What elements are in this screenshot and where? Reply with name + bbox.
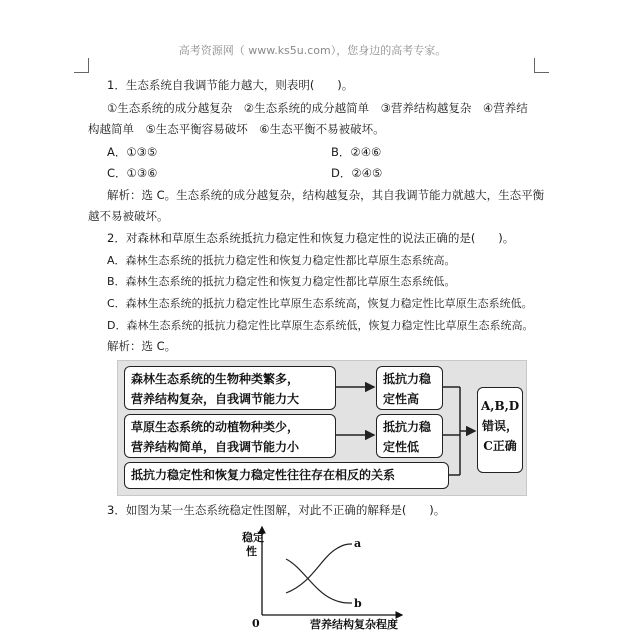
- diagram-box-conclusion-line3: C正确: [483, 439, 517, 453]
- diagram-box-conclusion-line2: 错误，: [481, 419, 518, 433]
- q1-option-d: D．②④⑤: [331, 166, 383, 180]
- diagram-box-grassland: [124, 414, 336, 458]
- q1-statements-line1: ①生态系统的成分越复杂 ②生态系统的成分越简单 ③营养结构越复杂 ④营养结: [107, 101, 528, 115]
- graph-origin: 0: [252, 617, 260, 630]
- analysis-flow-diagram: [117, 360, 527, 496]
- q1-analysis-line2: 越不易被破坏。: [88, 209, 169, 223]
- curve-a: [286, 544, 352, 593]
- diagram-box-forest-line1: 森林生态系统的生物种类繁多，: [131, 372, 300, 386]
- diagram-box-high-resistance-line1: 抵抗力稳: [383, 372, 432, 386]
- q1-analysis-line1: 解析：选 C。生态系统的成分越复杂，结构越复杂，其自我调节能力就越大，生态平衡: [107, 188, 545, 202]
- diagram-box-conclusion-line1: A,B,D: [481, 399, 520, 413]
- crop-mark-top-left: [74, 58, 89, 73]
- q1-option-b: B．②④⑥: [331, 145, 382, 159]
- diagram-box-inverse-relation: 抵抗力稳定性和恢复力稳定性往往存在相反的关系: [124, 462, 449, 489]
- diagram-box-grassland-line2: 营养结构简单，自我调节能力小: [131, 440, 300, 454]
- stability-graph-svg: [240, 523, 408, 635]
- graph-ylabel-line2: 性: [246, 545, 257, 558]
- q2-stem: 2．对森林和草原生态系统抵抗力稳定性和恢复力稳定性的说法正确的是( )。: [107, 231, 515, 245]
- diagram-box-low-resistance-line2: 定性低: [383, 440, 420, 454]
- q2-option-d: D．森林生态系统的抵抗力稳定性比草原生态系统低，恢复力稳定性比草原生态系统高。: [107, 319, 534, 332]
- q2-option-b: B．森林生态系统的抵抗力稳定性和恢复力稳定性都比草原生态系统低。: [107, 275, 456, 288]
- diagram-box-low-resistance: [376, 414, 443, 458]
- curve-a-label: a: [354, 537, 362, 550]
- q2-analysis: 解析：选 C。: [107, 339, 177, 353]
- diagram-box-forest-line2: 营养结构复杂，自我调节能力大: [131, 392, 300, 406]
- crop-mark-top-right: [534, 58, 549, 73]
- diagram-box-conclusion: [477, 387, 523, 473]
- graph-xlabel: 营养结构复杂程度: [310, 618, 398, 631]
- page-header: 高考资源网（ www.ks5u.com），您身边的高考专家。: [178, 44, 447, 57]
- stability-graph: [240, 523, 408, 635]
- q1-statements-line2: 构越简单 ⑤生态平衡容易破坏 ⑥生态平衡不易被破坏。: [88, 122, 385, 136]
- q1-option-a: A．①③⑤: [107, 145, 158, 159]
- diagram-box-high-resistance-line2: 定性高: [383, 392, 420, 406]
- curve-b-label: b: [354, 597, 362, 610]
- diagram-box-grassland-line1: 草原生态系统的动植物种类少，: [131, 420, 300, 434]
- diagram-box-forest: [124, 366, 336, 410]
- graph-ylabel-line1: 稳定: [242, 531, 264, 544]
- q1-option-c: C．①③⑥: [107, 166, 158, 180]
- diagram-box-low-resistance-line1: 抵抗力稳: [383, 420, 432, 434]
- q1-stem: 1．生态系统自我调节能力越大，则表明( )。: [107, 78, 354, 92]
- q3-stem: 3．如图为某一生态系统稳定性图解，对此不正确的解释是( )。: [107, 503, 446, 517]
- q2-option-c: C．森林生态系统的抵抗力稳定性比草原生态系统高，恢复力稳定性比草原生态系统低。: [107, 297, 533, 310]
- diagram-box-high-resistance: [376, 366, 443, 410]
- q2-option-a: A．森林生态系统的抵抗力稳定性和恢复力稳定性都比草原生态系统高。: [107, 254, 456, 267]
